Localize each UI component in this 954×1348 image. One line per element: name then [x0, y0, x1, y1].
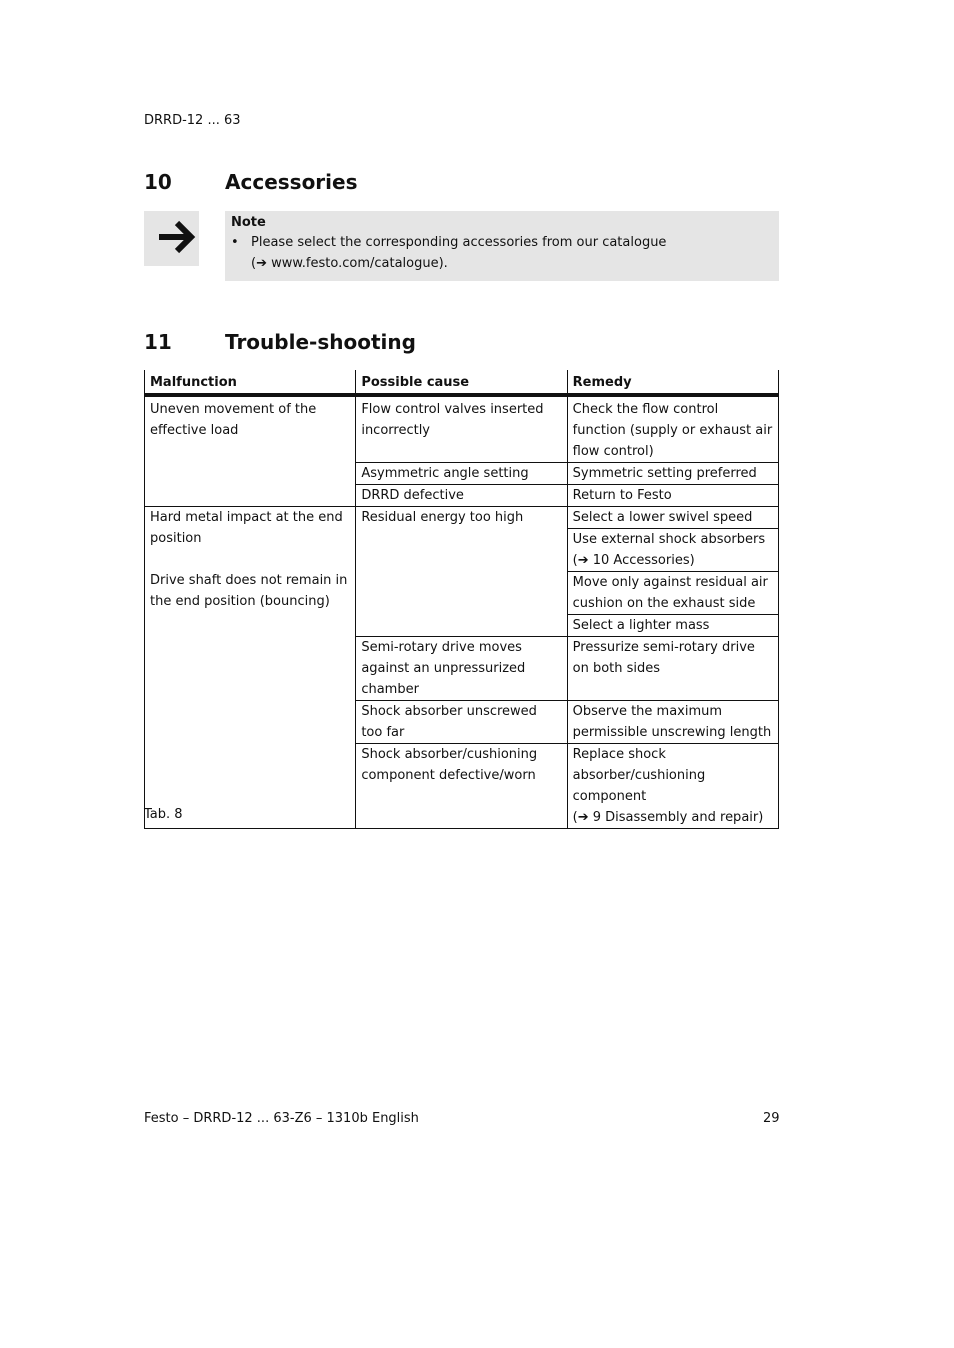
remedy-cell: Observe the maximum permissible unscrewing length	[567, 701, 778, 744]
note-icon-panel	[144, 211, 199, 266]
remedy-text: Check the flow control function (supply or exhaust air flow control)	[572, 402, 773, 459]
cause-cell: Shock absorber/cushioning component defective/worn	[356, 744, 567, 829]
column-header-possible-cause: Possible cause	[356, 370, 567, 395]
section-10-title: Accessories	[225, 170, 358, 194]
cause-cell: Residual energy too high	[356, 507, 567, 637]
section-11-title: Trouble-shooting	[225, 330, 416, 354]
remedy-cell	[567, 529, 778, 572]
malfunction-text: Uneven movement of the effective load	[150, 402, 317, 438]
remedy-cell	[567, 744, 778, 829]
malfunction-cell	[145, 395, 356, 507]
section-10-number: 10	[144, 170, 172, 194]
table-caption: Tab. 8	[144, 807, 183, 822]
note-label: Note	[231, 215, 266, 230]
column-header-remedy: Remedy	[567, 370, 778, 395]
arrow-right-icon	[157, 220, 197, 254]
remedy-link-ref[interactable]: (➔ 9 Disassembly and repair)	[572, 810, 764, 825]
page-number: 29	[763, 1111, 780, 1126]
section-11-number: 11	[144, 330, 172, 354]
note-box	[225, 211, 779, 281]
remedy-link-ref[interactable]: (➔ 10 Accessories)	[572, 553, 695, 568]
malfunction-text: Hard metal impact at the end position	[150, 510, 343, 546]
cause-cell: DRRD defective	[356, 485, 567, 507]
table-header-row	[145, 370, 779, 395]
malfunction-cell	[145, 507, 356, 829]
table-row	[145, 395, 779, 463]
troubleshooting-table	[144, 370, 779, 829]
table-row	[145, 507, 779, 529]
remedy-cell	[567, 395, 778, 463]
footer-doc-info: Festo – DRRD-12 ... 63-Z6 – 1310b English	[144, 1111, 419, 1126]
cause-text: Flow control valves inserted incorrectly	[361, 402, 544, 438]
remedy-cell: Select a lower swivel speed	[567, 507, 778, 529]
cause-cell	[356, 395, 567, 463]
column-header-malfunction: Malfunction	[145, 370, 356, 395]
cause-cell: Shock absorber unscrewed too far	[356, 701, 567, 744]
note-text-1: Please select the corresponding accessories from our catalogue	[251, 235, 667, 250]
remedy-cell: Move only against residual air cushion on the exhaust side	[567, 572, 778, 615]
remedy-text: Replace shock absorber/cushioning component	[572, 747, 706, 804]
remedy-text: Use external shock absorbers	[572, 532, 766, 547]
cause-cell: Semi-rotary drive moves against an unpressurized chamber	[356, 637, 567, 701]
remedy-cell: Return to Festo	[567, 485, 778, 507]
remedy-cell: Pressurize semi-rotary drive on both sides	[567, 637, 778, 701]
remedy-cell: Select a lighter mass	[567, 615, 778, 637]
running-header: DRRD-12 ... 63	[144, 113, 241, 128]
malfunction-text: Drive shaft does not remain in the end position (bouncing)	[150, 573, 348, 609]
note-link-ref[interactable]: (➔ www.festo.com/catalogue).	[251, 256, 448, 271]
note-line-1	[231, 235, 666, 250]
cause-cell: Asymmetric angle setting	[356, 463, 567, 485]
bullet: •	[231, 235, 239, 250]
remedy-cell: Symmetric setting preferred	[567, 463, 778, 485]
